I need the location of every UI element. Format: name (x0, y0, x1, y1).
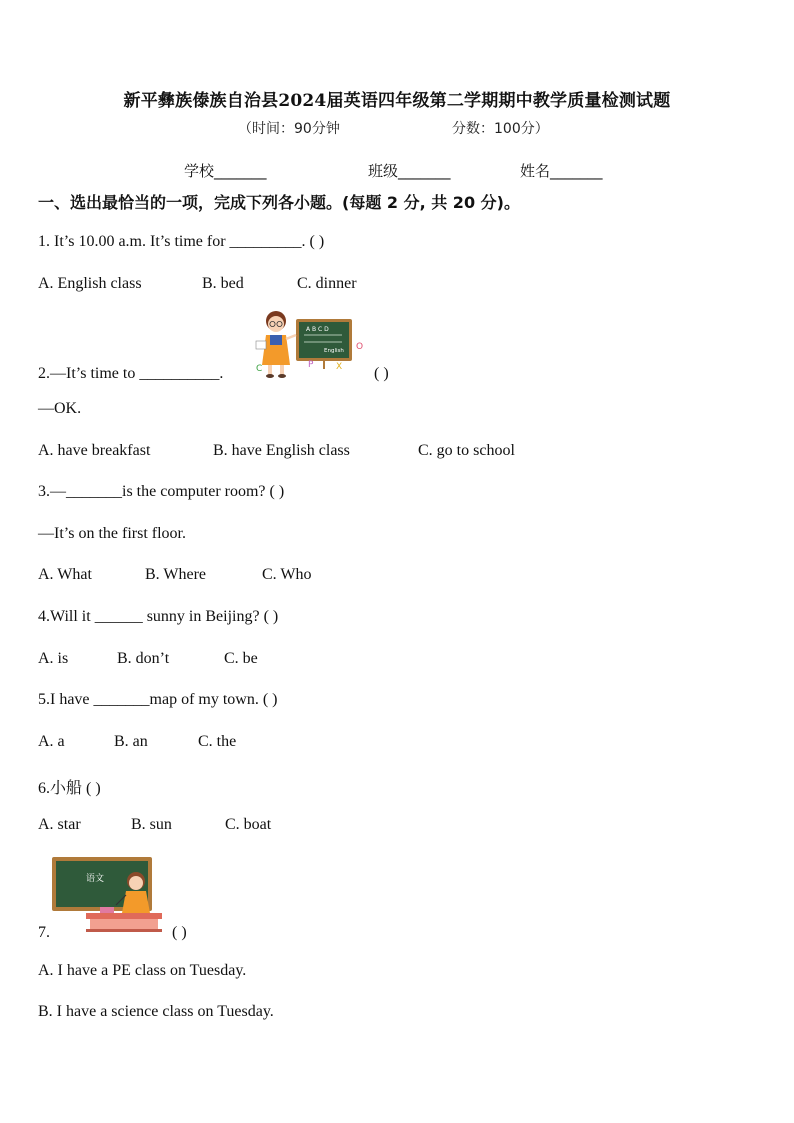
exam-score: 分数：100分） (452, 121, 549, 137)
board-word: English (324, 348, 344, 354)
board-letters: A B C D (306, 326, 329, 333)
question-2-stem: 2.—It’s time to __________. (38, 365, 224, 382)
question-4-stem: 4.Will it ______ sunny in Beijing? ( ) (38, 608, 279, 625)
question-7-answer-bracket: ( ) (172, 924, 187, 941)
name-field: 姓名_______ (520, 162, 603, 180)
class-field: 班级_______ (368, 162, 451, 180)
chinese-class-illustration (50, 855, 166, 935)
floating-letter: O (356, 342, 364, 352)
question-1-option-b: B. bed (202, 275, 244, 292)
question-1-option-a: A. English class (38, 275, 142, 292)
teacher-face (129, 876, 143, 890)
school-field: 学校_______ (184, 162, 267, 180)
question-5-stem: 5.I have _______map of my town. ( ) (38, 691, 278, 708)
question-7-option-a: A. I have a PE class on Tuesday. (38, 962, 247, 979)
question-3-option-c: C. Who (262, 566, 312, 583)
question-1-stem: 1. It’s 10.00 a.m. It’s time for _________. ( ) (38, 233, 325, 250)
question-3-stem: 3.—_______is the computer room? ( ) (38, 483, 285, 500)
desk-top (86, 913, 162, 919)
question-2-option-a: A. have breakfast (38, 442, 151, 459)
question-3-reply: —It’s on the first floor. (38, 525, 186, 542)
question-4-option-b: B. don’t (117, 650, 170, 667)
floating-letter: P (308, 360, 314, 370)
question-4-option-c: C. be (224, 650, 258, 667)
question-6-stem: 6.小船 ( ) (38, 780, 101, 797)
question-5-option-b: B. an (114, 733, 148, 750)
page-title: 新平彝族傣族自治县2024届英语四年级第二学期期中教学质量检测试题 (123, 91, 671, 111)
question-3-option-a: A. What (38, 566, 92, 583)
question-1-option-c: C. dinner (297, 275, 357, 292)
exam-time: （时间：90分钟 (238, 121, 340, 137)
question-6-option-c: C. boat (225, 816, 272, 833)
teacher-dress (122, 891, 150, 913)
question-5-option-a: A. a (38, 733, 65, 750)
teacher-face (268, 316, 284, 332)
question-4-option-a: A. is (38, 650, 69, 667)
question-3-option-b: B. Where (145, 566, 207, 583)
question-5-option-c: C. the (198, 733, 237, 750)
question-2-reply: —OK. (38, 400, 82, 417)
book-icon (256, 341, 266, 349)
question-7-option-b: B. I have a science class on Tuesday. (38, 1003, 274, 1020)
floating-letter: X (336, 362, 343, 372)
question-6-option-a: A. star (38, 816, 81, 833)
section-heading: 一、选出最恰当的一项，完成下列各小题。(每题 2 分, 共 20 分)。 (38, 193, 520, 212)
board-text: 语文 (86, 874, 105, 884)
question-6-option-b: B. sun (131, 816, 172, 833)
question-2-option-b: B. have English class (213, 442, 350, 459)
question-2-option-c: C. go to school (418, 442, 515, 459)
floating-letter: C (256, 364, 263, 374)
question-2-answer-bracket: ( ) (374, 365, 389, 382)
teacher-chalkboard-illustration (252, 305, 368, 385)
question-7-stem: 7. (38, 924, 50, 941)
